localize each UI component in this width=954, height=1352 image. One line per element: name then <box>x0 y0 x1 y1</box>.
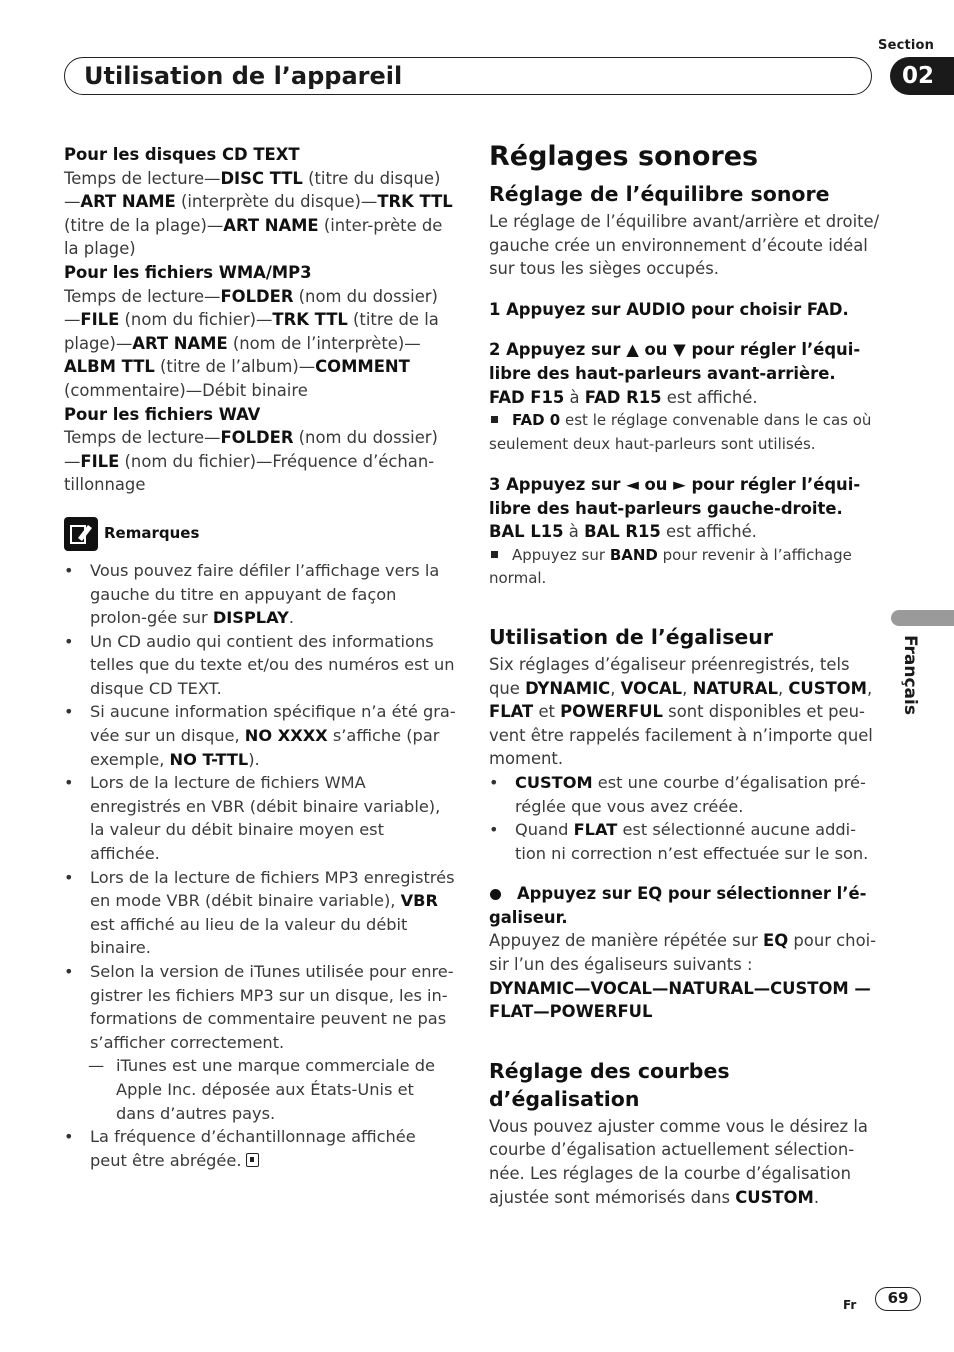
note2-bold: BAND <box>609 545 658 564</box>
s2-b1: FAD F15 <box>489 387 565 407</box>
s3-b2: BAL R15 <box>584 522 661 542</box>
curves-heading: Réglage des courbes d’égalisation <box>489 1058 730 1111</box>
wav-t1: Temps de lecture— <box>64 428 221 448</box>
s3-mid: à <box>563 522 585 542</box>
eq-heading: Utilisation de l’égaliseur <box>489 624 774 649</box>
wma-t3: (nom du fichier)— <box>119 310 273 330</box>
wma-b4: ART NAME <box>132 333 228 353</box>
balance-step-1: 1 Appuyez sur AUDIO pour choisir FAD. <box>489 299 849 319</box>
s3-b1: BAL L15 <box>489 522 564 542</box>
square-bullet-icon <box>491 551 498 558</box>
end-of-section-icon <box>246 1153 259 1167</box>
eq-b1: DYNAMIC <box>525 678 611 698</box>
eq-s4: , <box>866 678 873 698</box>
cd-b3: TRK TTL <box>377 192 453 212</box>
wav-display-order <box>64 426 456 497</box>
wma-b1: FOLDER <box>220 286 294 306</box>
r7-text: La fréquence d’échantillonnage affichée peut être abrégée. <box>90 1127 416 1170</box>
wma-b2: FILE <box>80 310 120 330</box>
eq-desc1: Appuyez de manière répétée sur <box>489 931 764 951</box>
cd-b1: DISC TTL <box>220 168 303 188</box>
cd-t2: (titre du disque) — <box>64 168 441 212</box>
cd-text-heading-bold: CD TEXT <box>222 145 300 164</box>
wma-t5: (nom de l’interprète)— <box>227 333 421 353</box>
page-number: 69 <box>875 1287 921 1311</box>
left-column <box>64 143 456 1172</box>
r3-bold1: NO XXXX <box>244 726 328 746</box>
wma-b6: COMMENT <box>315 357 410 377</box>
language-tab-label: Français <box>900 635 920 715</box>
remarks-list <box>64 559 456 1054</box>
r1-end: . <box>288 608 294 628</box>
cd-b4: ART NAME <box>223 215 319 235</box>
right-column <box>489 140 881 1209</box>
bul2-end: est sélectionné aucune addi-tion ni correction n’est effectuée sur le son. <box>515 820 869 863</box>
remark-item: • Lors de la lecture de fichiers WMA enregistrés en VBR (débit binaire variable), la valeur du débit binaire moyen est affichée. <box>64 771 456 865</box>
wma-heading: Pour les fichiers WMA/MP3 <box>64 262 312 282</box>
eq-b4: CUSTOM <box>788 678 867 698</box>
language-tab-marker <box>891 610 954 626</box>
balance-heading: Réglage de l’équilibre sonore <box>489 182 830 206</box>
eq-step <box>489 882 881 929</box>
section-number-badge: 02 <box>890 57 954 95</box>
bul1-text: est une courbe d’égalisation pré-réglée que vous avez créée. <box>515 772 866 816</box>
cd-t4: (titre de la plage)— <box>64 215 224 235</box>
cd-t5: (inter-prète de la plage) <box>64 215 443 259</box>
note2-text: Appuyez sur <box>512 545 610 564</box>
note1-text: est le réglage convenable dans le cas où seulement deux haut-parleurs sont utilisés. <box>489 411 872 453</box>
eq-sequence: DYNAMIC—VOCAL—NATURAL—CUSTOM —FLAT—POWERFUL <box>489 978 871 1022</box>
balance-step-2-result <box>489 386 881 410</box>
s2-end: est affiché. <box>661 387 758 407</box>
wma-t6: (titre de l’album)— <box>154 357 316 377</box>
note2-end: pour revenir à l’affichage normal. <box>489 545 852 588</box>
square-bullet-icon <box>491 416 498 423</box>
balance-note-1 <box>489 409 881 456</box>
balance-step-3-result <box>489 520 881 544</box>
page-title: Utilisation de l’appareil <box>84 62 403 90</box>
remarks-heading <box>64 517 456 551</box>
wma-b5: ALBM TTL <box>64 357 155 377</box>
eq-step-text: Appuyez sur EQ pour sélectionner l’é-galiseur. <box>489 884 867 927</box>
remark-item <box>64 559 456 630</box>
wav-b2: FILE <box>80 451 120 471</box>
balance-note-2 <box>489 544 881 591</box>
r3-bold2: NO T-TTL <box>169 749 249 769</box>
step-dot-icon <box>490 889 501 900</box>
eq-t2: sont disponibles et peu-vent être rappelés facilement à n’importe quel moment. <box>489 702 873 769</box>
balance-step-2: 2 Appuyez sur ▲ ou ▼ pour régler l’équi-libre des haut-parleurs avant-arrière. <box>489 340 861 383</box>
wav-b1: FOLDER <box>220 428 294 448</box>
eq-b2: VOCAL <box>620 678 683 698</box>
r1-text: Vous pouvez faire défiler l’affichage vers la gauche du titre en appuyant de façon prolon-gée sur <box>90 560 440 628</box>
eq-intro <box>489 653 881 771</box>
bul1-bold: CUSTOM <box>515 772 593 792</box>
r3-text: Si aucune information spécifique n’a été gra-vée sur un disque, <box>90 702 456 746</box>
section-label: Section <box>878 38 935 53</box>
eq-s3: , <box>777 678 789 698</box>
cd-b2: ART NAME <box>80 192 176 212</box>
eq-b5: FLAT <box>489 702 534 722</box>
r5-bold: VBR <box>400 891 438 911</box>
r3-mid: s’affiche (par exemple, <box>90 726 440 769</box>
cd-text-heading <box>64 143 456 167</box>
note-pencil-icon <box>64 517 98 551</box>
footer-language-code: Fr <box>843 1298 857 1312</box>
eq-s5: et <box>533 702 561 722</box>
wma-t7: (commentaire)—Débit binaire <box>64 380 308 400</box>
wma-b3: TRK TTL <box>272 310 348 330</box>
eq-s1: , <box>610 678 621 698</box>
eq-t1: Six réglages d’égaliseur préenregistrés, tels que <box>489 654 850 698</box>
remark-item: • Selon la version de iTunes utilisée pour enre-gistrer les fichiers MP3 sur un disque, les in-formations de commentaire peuvent ne pas s’afficher correctement. <box>64 960 456 1054</box>
eq-b3: NATURAL <box>692 678 778 698</box>
cd-text-heading-prefix: Pour les disques <box>64 145 223 164</box>
wav-t3: (nom du fichier)—Fréquence d’échan-tillonnage <box>64 451 435 495</box>
s2-mid: à <box>564 387 585 407</box>
note1-bold: FAD 0 <box>512 411 561 430</box>
cd-t1: Temps de lecture— <box>64 168 221 188</box>
r5-text: Lors de la lecture de fichiers MP3 enregistrés en mode VBR (débit binaire variable), <box>90 867 455 911</box>
curves-bold: CUSTOM <box>735 1187 814 1207</box>
eq-bullet-custom <box>489 771 881 818</box>
bul2-text: Quand <box>515 820 574 840</box>
remark-item <box>64 1125 456 1172</box>
remark-subitem: — iTunes est une marque commerciale de Apple Inc. déposée aux États-Unis et dans d’autres pays. <box>64 1054 456 1125</box>
wma-t1: Temps de lecture— <box>64 286 221 306</box>
s3-end: est affiché. <box>660 522 757 542</box>
eq-desc2: pour choi-sir l’un des égaliseurs suivants : <box>489 931 877 975</box>
section-heading: Réglages sonores <box>489 141 759 172</box>
remarks-list-end <box>64 1125 456 1172</box>
eq-bullets <box>489 771 881 865</box>
curves-text <box>489 1115 881 1209</box>
eq-step-desc <box>489 929 881 976</box>
r1-bold: DISPLAY <box>212 608 289 628</box>
s2-b2: FAD R15 <box>584 387 662 407</box>
cd-text-display-order <box>64 167 456 261</box>
eq-s2: , <box>682 678 693 698</box>
wma-display-order <box>64 285 456 403</box>
remark-item <box>64 700 456 771</box>
r5-end: est affiché au lieu de la valeur du débit binaire. <box>90 914 408 958</box>
wav-t2: (nom du dossier) — <box>64 428 438 471</box>
balance-step-3: 3 Appuyez sur ◄ ou ► pour régler l’équi-libre des haut-parleurs gauche-droite. <box>489 475 861 518</box>
remark-item: • Un CD audio qui contient des informations telles que du texte et/ou des numéros est un disque CD TEXT. <box>64 630 456 701</box>
cd-t3: (interprète du disque)— <box>175 192 378 212</box>
curves-body: Vous pouvez ajuster comme vous le désirez la courbe d’égalisation actuellement sélection-née. Les réglages de la courbe d’égalisation ajustée sont mémorisés dans <box>489 1116 868 1207</box>
wma-t4: (titre de la plage)— <box>64 310 439 353</box>
wma-t2: (nom du dossier) — <box>64 286 438 330</box>
curves-end: . <box>813 1187 820 1207</box>
eq-desc-bold: EQ <box>763 931 789 951</box>
balance-intro: Le réglage de l’équilibre avant/arrière et droite/ gauche crée un environnement d’écoute idéal sur tous les sièges occupés. <box>489 212 880 279</box>
eq-bullet-flat <box>489 818 881 865</box>
remark-item <box>64 866 456 960</box>
eq-b6: POWERFUL <box>560 702 663 722</box>
bul2-bold: FLAT <box>573 820 618 840</box>
r3-end: ). <box>248 749 260 769</box>
remarks-label: Remarques <box>104 524 200 543</box>
wav-heading: Pour les fichiers WAV <box>64 404 261 424</box>
